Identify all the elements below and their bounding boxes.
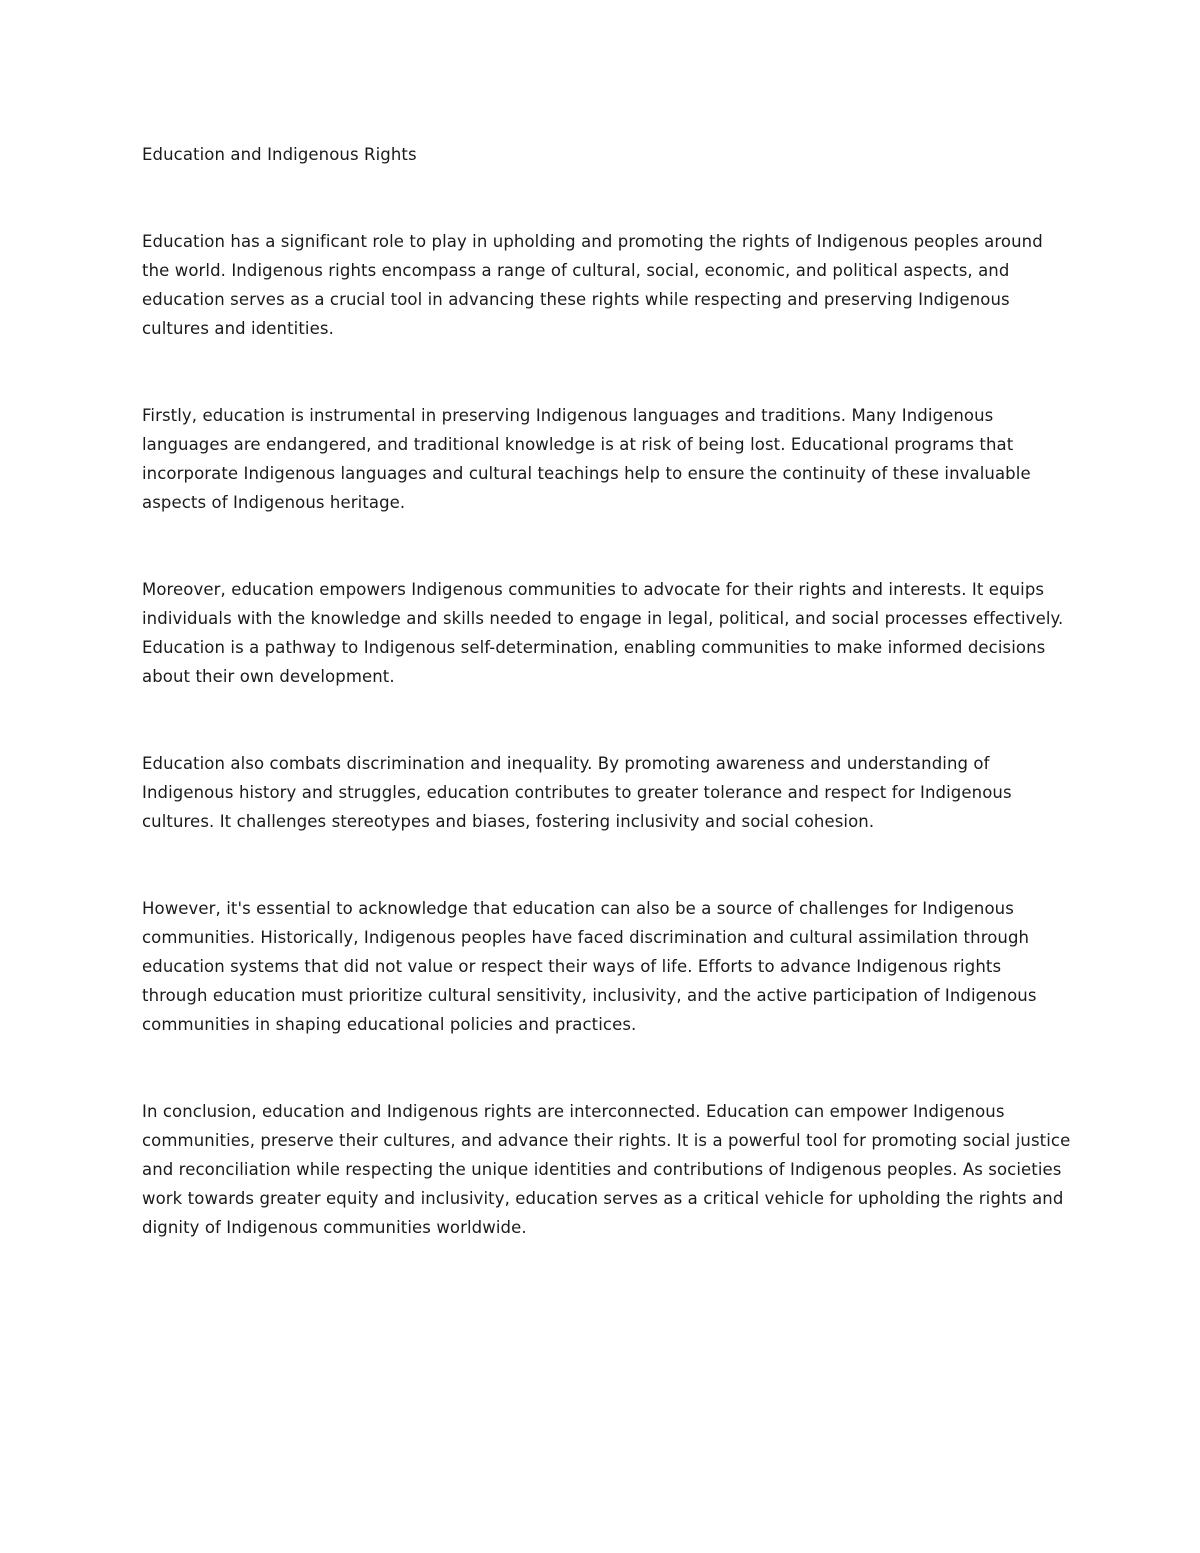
- paragraph-challenges: However, it's essential to acknowledge that education can also be a source of challenges for Indigenous communities. Historically, Indigenous peoples have faced discrimination and cultural assimilation through education systems that did not value or respect their ways of life. Efforts to advance Indigenous rights through education must prioritize cultural sensitivity, inclusivity, and the active participation of Indigenous communities in shaping educational policies and practices.: [142, 899, 1037, 1034]
- paragraph-intro: Education has a significant role to play in upholding and promoting the rights of Indigenous peoples around the world. Indigenous rights encompass a range of cultural, social, economic, and political aspects, and education serves as a crucial tool in advancing these rights while respecting and preserving Indigenous cultures and identities.: [142, 232, 1043, 338]
- paragraph-discrimination: Education also combats discrimination and inequality. By promoting awareness and understanding of Indigenous history and struggles, education contributes to greater tolerance and respect for Indigenous cultures. It challenges stereotypes and biases, fostering inclusivity and social cohesion.: [142, 754, 1012, 831]
- document-title: Education and Indigenous Rights: [142, 145, 417, 164]
- paragraph-languages: Firstly, education is instrumental in preserving Indigenous languages and traditions. Many Indigenous languages are endangered, and traditional knowledge is at risk of being lost. Educational programs that incorporate Indigenous languages and cultural teachings help to ensure the continuity of these invaluable aspects of Indigenous heritage.: [142, 406, 1031, 512]
- paragraph-conclusion: In conclusion, education and Indigenous rights are interconnected. Education can empower Indigenous communities, preserve their cultures, and advance their rights. It is a powerful tool for promoting social justice and reconciliation while respecting the unique identities and contributions of Indigenous peoples. As societies work towards greater equity and inclusivity, education serves as a critical vehicle for upholding the rights and dignity of Indigenous communities worldwide.: [142, 1102, 1071, 1237]
- document-body: [142, 140, 1072, 1242]
- paragraph-advocacy: Moreover, education empowers Indigenous communities to advocate for their rights and interests. It equips individuals with the knowledge and skills needed to engage in legal, political, and social processes effectively. Education is a pathway to Indigenous self-determination, enabling communities to make informed decisions about their own development.: [142, 580, 1064, 686]
